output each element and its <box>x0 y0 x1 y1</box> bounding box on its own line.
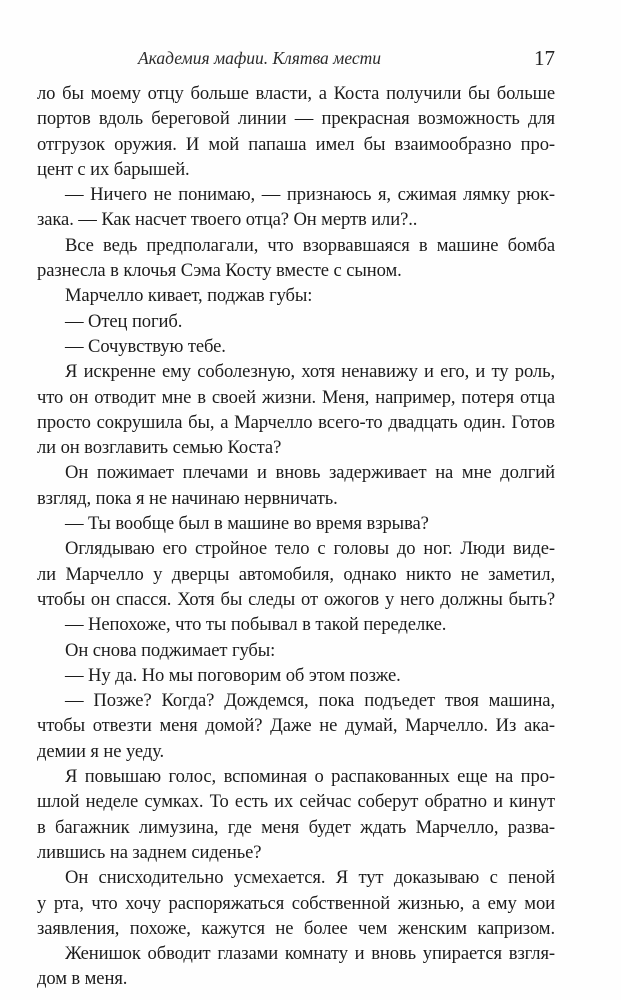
text-line: демии я не уеду. <box>37 740 165 762</box>
text-line: — Ты вообще был в машине во время взрыва? <box>65 513 429 535</box>
text-line: ли он возглавить семью Коста? <box>37 437 282 459</box>
text-line: разнесла в клочья Сэма Косту вместе с сыном. <box>37 260 402 282</box>
text-line: Я повышаю голос, вспоминая о распакованных еще на про- <box>65 766 555 788</box>
text-line: — Ничего не понимаю, — признаюсь я, сжимая лямку рюк- <box>65 184 555 206</box>
text-line: Я искренне ему соболезную, хотя ненавижу и его, и ту роль, <box>65 361 555 383</box>
text-line: просто сокрушила бы, а Марчелло всего-то двадцать один. Готов <box>37 411 555 433</box>
text-line: в багажник лимузина, где меня будет ждать Марчелло, разва- <box>37 816 555 838</box>
text-line: Он снисходительно усмехается. Я тут доказываю с пеной <box>65 867 555 889</box>
text-line: ли Марчелло у дверцы автомобиля, однако никто не заметил, <box>37 563 555 585</box>
text-line: Оглядываю его стройное тело с головы до ног. Люди виде- <box>65 538 555 560</box>
running-header <box>37 46 555 74</box>
text-line: — Непохоже, что ты побывал в такой переделке. <box>65 614 447 636</box>
text-line: Он пожимает плечами и вновь задерживает на мне долгий <box>65 462 555 484</box>
text-line: лившись на заднем сиденье? <box>37 841 262 863</box>
text-line: — Ну да. Но мы поговорим об этом позже. <box>65 664 401 686</box>
text-line: шлой неделе сумках. То есть их сейчас соберут обратно и кинут <box>37 791 555 813</box>
body-text <box>37 81 555 992</box>
text-line: отгрузок оружия. И мой папаша имел бы взаимообразно про- <box>37 133 555 155</box>
text-line: чтобы отвезти меня домой? Даже не думай, Марчелло. Из ака- <box>37 715 555 737</box>
text-line: чтобы он спасся. Хотя бы следы от ожогов у него должны быть? <box>37 588 555 610</box>
text-line: — Позже? Когда? Дождемся, пока подъедет твоя машина, <box>65 690 555 712</box>
text-line: Все ведь предполагали, что взорвавшаяся в машине бомба <box>65 234 555 256</box>
text-line: — Отец погиб. <box>65 310 183 332</box>
text-line: Женишок обводит глазами комнату и вновь упирается взгля- <box>65 943 555 965</box>
text-line: что он отводит мне в своей жизни. Меня, например, потеря отца <box>37 386 555 408</box>
text-line: ло бы моему отцу больше власти, а Коста получили бы больше <box>37 83 555 104</box>
page-number: 17 <box>534 46 555 70</box>
text-line: у рта, что хочу распоряжаться собственной жизнью, а ему мои <box>37 892 555 914</box>
text-line: Он снова поджимает губы: <box>65 639 276 661</box>
text-line: дом в меня. <box>37 968 128 990</box>
text-line: портов вдоль береговой линии — прекрасная возможность для <box>37 108 555 130</box>
running-title: Академия мафии. Клятва мести <box>137 48 382 68</box>
text-line: цент с их барышей. <box>37 158 190 180</box>
text-line: заявления, похоже, кажутся не более чем женским капризом. <box>37 917 555 939</box>
text-line: взгляд, пока я не начинаю нервничать. <box>37 487 338 509</box>
text-line: зака. — Как насчет твоего отца? Он мертв или?.. <box>37 209 418 231</box>
text-line: Марчелло кивает, поджав губы: <box>65 285 313 307</box>
text-line: — Сочувствую тебе. <box>65 335 226 357</box>
